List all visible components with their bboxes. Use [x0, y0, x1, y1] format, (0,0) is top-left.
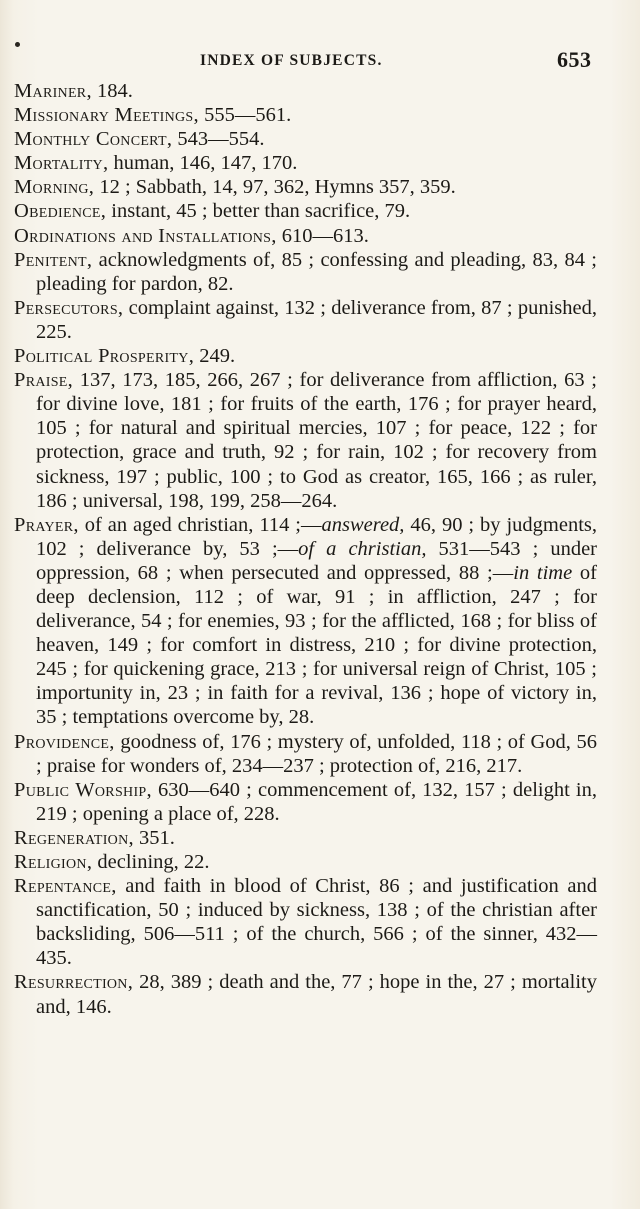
index-references: 351.: [133, 826, 175, 849]
index-references: human, 146, 147, 170.: [108, 152, 298, 175]
index-term: Penitent,: [14, 248, 93, 271]
index-term: Regeneration,: [14, 826, 134, 849]
index-references: of deep declension, 112 ; of war, 91 ; in affliction, 247 ; for deliverance, 54 ; for enemies, 93 ; for the afflicted, 168 ; for bliss of heaven, 149 ; for comfort in distress, 210 ; for divine protection, 245 ; for quickening grace, 213 ; for universal reign of Christ, 105 ; importunity in, 23 ; in faith for a revival, 136 ; hope of victory in, 35 ; temptations overcome by, 28.: [36, 561, 597, 729]
index-entry: [14, 224, 597, 248]
index-entry: [14, 248, 597, 296]
index-entry: [14, 175, 597, 199]
index-references: declining, 22.: [92, 851, 210, 873]
index-references: 555—561.: [198, 104, 292, 127]
index-entry: [14, 826, 597, 850]
index-references: 12 ; Sabbath, 14, 97, 362, Hymns 357, 359.: [94, 176, 456, 199]
index-entry: [14, 344, 597, 368]
index-entry: [14, 513, 597, 730]
index-references: 630—640 ; commencement of, 132, 157 ; delight in, 219 ; opening a place of, 228.: [36, 778, 597, 825]
index-entry: [14, 79, 597, 103]
running-head: [0, 47, 640, 77]
index-term: Monthly Concert,: [14, 128, 173, 151]
index-entry: [14, 296, 597, 344]
index-entry: [14, 970, 597, 1018]
index-entry: [14, 368, 597, 513]
running-title: INDEX OF SUBJECTS.: [200, 52, 383, 69]
index-entry: [14, 730, 597, 778]
index-references: 610—613.: [276, 224, 369, 247]
index-references: 184.: [91, 80, 133, 102]
index-references: 249.: [194, 345, 236, 368]
index-term: Providence,: [14, 730, 115, 753]
index-entry: [14, 151, 597, 175]
index-term: Repentance,: [14, 875, 117, 898]
index-term: Obedience,: [14, 200, 107, 223]
index-term: Mariner,: [14, 80, 92, 102]
index-term: Mortality,: [14, 152, 109, 175]
index-entry: [14, 127, 597, 151]
index-references: acknowledgments of, 85 ; confessing and pleading, 83, 84 ; pleading for pardon, 82.: [36, 248, 597, 295]
index-term: Resurrection,: [14, 971, 134, 994]
index-entry: [14, 850, 597, 874]
index-entry: [14, 778, 597, 826]
index-entry: [14, 103, 597, 127]
subject-index: [14, 79, 597, 1019]
index-references: complaint against, 132 ; deliverance from, 87 ; punished, 225.: [36, 296, 597, 343]
index-term: Morning,: [14, 176, 95, 199]
index-term: Public Worship,: [14, 778, 152, 801]
index-term: Persecutors,: [14, 296, 124, 319]
index-references: goodness of, 176 ; mystery of, unfolded, 118 ; of God, 56 ; praise for wonders of, 234—237 ; protection of, 216, 217.: [36, 730, 597, 777]
index-term: Political Prosperity,: [14, 345, 195, 368]
index-term: Religion,: [14, 851, 93, 873]
index-term: Ordinations and Installations,: [14, 224, 277, 247]
index-term: Prayer,: [14, 513, 79, 536]
index-term: Missionary Meetings,: [14, 104, 199, 127]
index-references: instant, 45 ; better than sacrifice, 79.: [106, 200, 411, 223]
index-references: 543—554.: [172, 128, 265, 151]
index-subheading: in time: [513, 561, 573, 584]
index-term: Praise,: [14, 369, 74, 392]
page-number: 653: [557, 47, 592, 72]
index-references: 137, 173, 185, 266, 267 ; for deliverance from affliction, 63 ; for divine love, 181 ; for fruits of the earth, 176 ; for prayer heard, 105 ; for natural and spiritual mercies, 107 ; for peace, 122 ; for protection, grace and truth, 92 ; for rain, 102 ; for recovery from sickness, 197 ; public, 100 ; to God as creator, 165, 166 ; as ruler, 186 ; universal, 198, 199, 258—264.: [36, 369, 597, 512]
index-references: and faith in blood of Christ, 86 ; and justification and sanctification, 50 ; induced by sickness, 138 ; of the christian after backsliding, 506—511 ; of the church, 566 ; of the sinner, 432—435.: [36, 875, 597, 970]
index-subheading: answered,: [321, 513, 405, 536]
index-entry: [14, 199, 597, 223]
index-subheading: of a christian,: [298, 537, 427, 560]
index-references: of an aged christian, 114 ;—: [78, 513, 322, 536]
index-references: 531—543 ; under oppression, 68 ; when persecuted and oppressed, 88 ;—: [36, 537, 597, 584]
index-entry: [14, 874, 597, 970]
index-references: 46, 90 ; by judgments, 102 ; deliverance by, 53 ;—: [36, 513, 598, 560]
index-references: 28, 389 ; death and the, 77 ; hope in the, 27 ; mortality and, 146.: [36, 971, 597, 1018]
